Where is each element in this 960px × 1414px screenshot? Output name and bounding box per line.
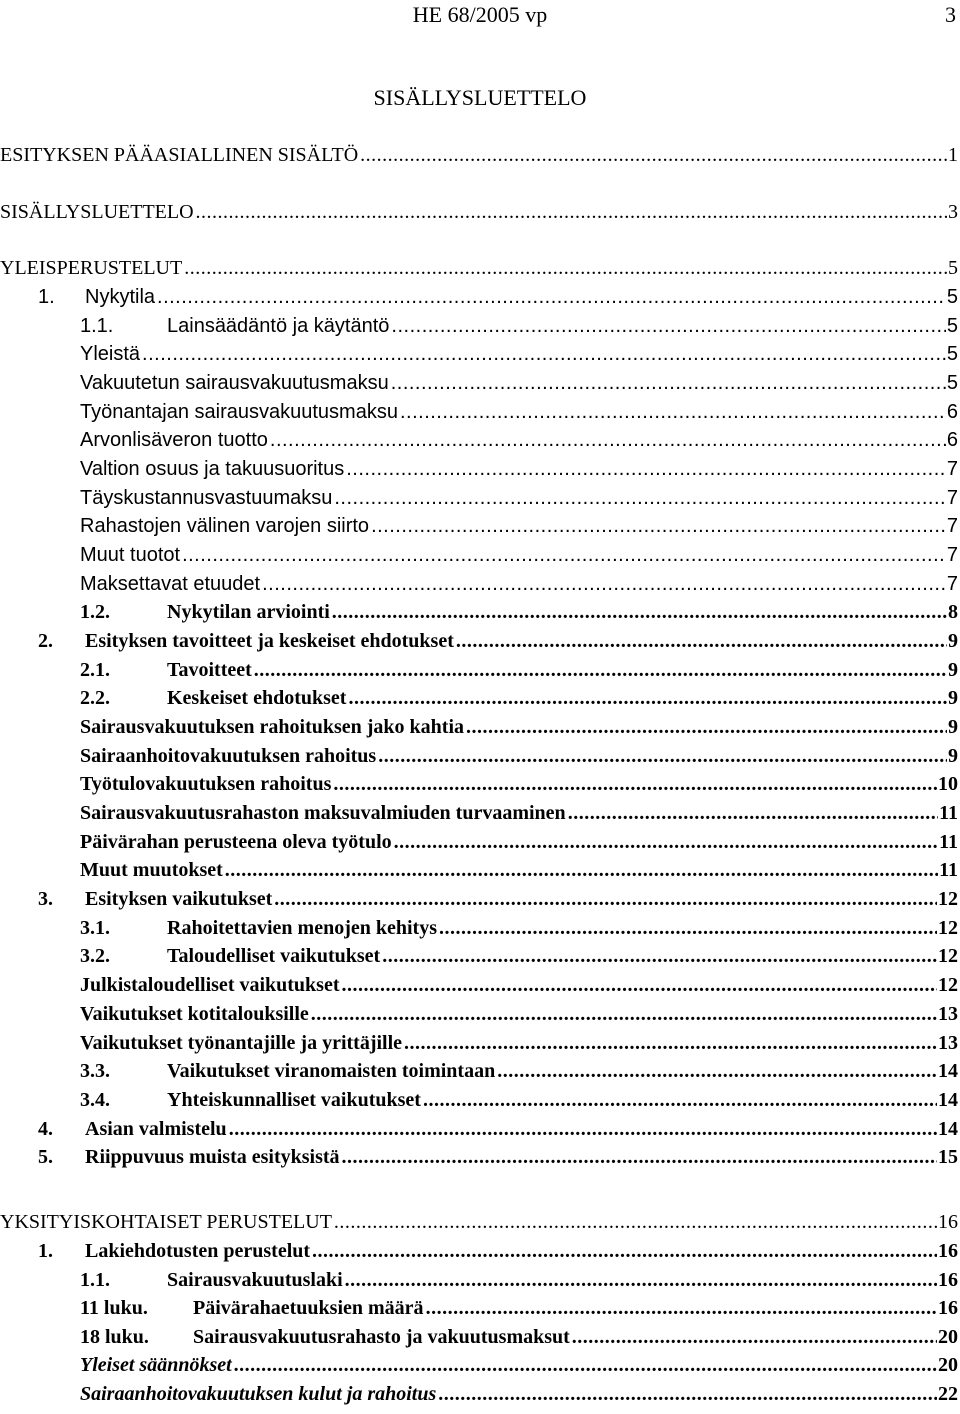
toc-entry-number: 1.1. <box>80 1269 110 1291</box>
toc-entry-page: 12 <box>937 942 958 970</box>
dot-leader <box>262 570 946 598</box>
toc-entry-number: 11 luku. <box>80 1297 148 1319</box>
toc-entry-page: 22 <box>937 1380 958 1408</box>
toc-entry-page: 9 <box>947 713 958 741</box>
toc-entry-link[interactable] <box>80 1000 958 1028</box>
toc-entry-link[interactable] <box>85 1143 958 1171</box>
toc-entry <box>0 312 958 340</box>
toc-entry-page: 14 <box>937 1086 958 1114</box>
toc-entry-title: SISÄLLYSLUETTELO <box>0 198 196 226</box>
toc-entry-title: Sairaanhoitovakuutuksen kulut ja rahoitus <box>80 1380 438 1408</box>
toc-entry-title: Asian valmistelu <box>85 1115 229 1143</box>
dot-leader <box>391 369 946 397</box>
toc-entry-number: 3.3. <box>80 1060 110 1082</box>
toc-entry-link[interactable] <box>80 426 958 454</box>
toc-entry-page: 5 <box>947 254 958 282</box>
toc-entry-page: 10 <box>937 770 958 798</box>
toc-entry-link[interactable] <box>167 312 958 340</box>
toc-entry-link[interactable] <box>0 1208 958 1236</box>
toc-entry-page: 14 <box>937 1115 958 1143</box>
toc-entry <box>0 283 958 311</box>
toc-entry-title: Sairausvakuutusrahasto ja vakuutusmaksut <box>193 1323 572 1351</box>
dot-leader <box>426 1294 937 1322</box>
toc-entry-title: Rahastojen välinen varojen siirto <box>80 512 371 540</box>
toc-entry-link[interactable] <box>80 971 958 999</box>
toc-entry-number: 2. <box>38 630 53 652</box>
dot-leader <box>346 455 946 483</box>
toc-entry-page: 12 <box>937 885 958 913</box>
dot-leader <box>382 942 937 970</box>
toc-entry-number: 1.2. <box>80 601 110 623</box>
toc-title: SISÄLLYSLUETTELO <box>373 85 587 110</box>
toc-entry-link[interactable] <box>80 856 958 884</box>
dot-leader <box>345 1266 937 1294</box>
toc-entry-page: 20 <box>937 1323 958 1351</box>
toc-entry-title: Esityksen vaikutukset <box>85 885 274 913</box>
toc-entry-title: YLEISPERUSTELUT <box>0 254 184 282</box>
toc-entry <box>0 398 958 426</box>
toc-entry <box>0 1000 958 1028</box>
toc-entry-page: 7 <box>946 512 958 540</box>
toc-entry-page: 9 <box>947 684 958 712</box>
toc-entry-page: 8 <box>947 598 958 626</box>
toc-entry-link[interactable] <box>80 484 958 512</box>
toc-entry-link[interactable] <box>85 1237 958 1265</box>
toc-entry-page: 15 <box>937 1143 958 1171</box>
toc-entry <box>0 1208 958 1236</box>
toc-entry-page: 13 <box>937 1000 958 1028</box>
toc-entry-page: 11 <box>938 799 958 827</box>
toc-entry-page: 6 <box>946 426 958 454</box>
dot-leader <box>229 1115 937 1143</box>
dot-leader <box>568 799 938 827</box>
toc-entry-link[interactable] <box>0 198 958 226</box>
toc-entry-link[interactable] <box>80 1029 958 1057</box>
toc-entry <box>0 541 958 569</box>
toc-entry-number: 1.1. <box>80 315 114 337</box>
toc-entry-page: 1 <box>947 141 958 169</box>
dot-leader <box>254 656 947 684</box>
dot-leader <box>423 1086 937 1114</box>
document-id: HE 68/2005 vp <box>412 2 548 27</box>
toc-entry-number: 3.1. <box>80 917 110 939</box>
toc-entry-page: 5 <box>946 312 958 340</box>
toc-entry-page: 6 <box>946 398 958 426</box>
toc-entry-number: 3.2. <box>80 945 110 967</box>
toc-entry <box>0 369 958 397</box>
toc-entry-title: Maksettavat etuudet <box>80 570 262 598</box>
toc-entry-title: Muut muutokset <box>80 856 225 884</box>
toc-entry-link[interactable] <box>80 512 958 540</box>
toc-entry-page: 16 <box>937 1237 958 1265</box>
toc-entry-number: 1. <box>38 1240 53 1262</box>
toc-entry-title: Esityksen tavoitteet ja keskeiset ehdotukset <box>85 627 456 655</box>
toc-entry-title: Taloudelliset vaikutukset <box>167 942 382 970</box>
toc-entry <box>0 1294 958 1322</box>
toc-entry-title: Yleiset säännökset <box>80 1351 234 1379</box>
toc-entry-link[interactable] <box>0 141 958 169</box>
toc-entry-title: Lakiehdotusten perustelut <box>85 1237 312 1265</box>
toc-entry-link[interactable] <box>80 742 958 770</box>
toc-entry-title: Muut tuotot <box>80 541 182 569</box>
toc-entry-number: 2.1. <box>80 659 110 681</box>
toc-entry-link[interactable] <box>167 684 958 712</box>
toc-entry <box>0 598 958 626</box>
toc-entry <box>0 914 958 942</box>
toc-entry-page: 12 <box>937 971 958 999</box>
toc-entry <box>0 828 958 856</box>
toc-entry-link[interactable] <box>193 1323 958 1351</box>
dot-leader <box>391 312 945 340</box>
toc-entry-title: Nykytila <box>85 283 157 311</box>
toc-entry-number: 5. <box>38 1146 53 1168</box>
dot-leader <box>270 426 946 454</box>
dot-leader <box>182 541 946 569</box>
toc-entry-link[interactable] <box>167 656 958 684</box>
toc-entry-link[interactable] <box>80 455 958 483</box>
toc-entry <box>0 770 958 798</box>
toc-entry <box>0 713 958 741</box>
toc-entry-page: 5 <box>946 369 958 397</box>
dot-leader <box>404 1029 937 1057</box>
toc-entry-page: 14 <box>937 1057 958 1085</box>
toc-entry-link[interactable] <box>0 254 958 282</box>
toc-entry-page: 16 <box>937 1266 958 1294</box>
dot-leader <box>400 398 946 426</box>
toc-entry <box>0 1237 958 1265</box>
toc-entry <box>0 570 958 598</box>
dot-leader <box>394 828 938 856</box>
toc-entry <box>0 1143 958 1171</box>
toc-entry <box>0 799 958 827</box>
toc-entry-number: 3. <box>38 888 53 910</box>
toc-entry <box>0 141 958 169</box>
dot-leader <box>456 627 947 655</box>
toc-entry-page: 5 <box>946 340 958 368</box>
toc-entry-page: 16 <box>937 1208 958 1236</box>
toc-entry-title: Sairausvakuutuksen rahoituksen jako kahtia <box>80 713 466 741</box>
toc-entry-title: Julkistaloudelliset vaikutukset <box>80 971 342 999</box>
toc-entry <box>0 484 958 512</box>
dot-leader <box>342 971 937 999</box>
toc-entry-link[interactable] <box>80 713 958 741</box>
toc-entry <box>0 942 958 970</box>
toc-entry-title: Tavoitteet <box>167 656 254 684</box>
toc-entry <box>0 856 958 884</box>
toc-entry-page: 11 <box>938 856 958 884</box>
toc-entry-title: Vakuutetun sairausvakuutusmaksu <box>80 369 391 397</box>
toc-entry-link[interactable] <box>80 770 958 798</box>
toc-entry <box>0 426 958 454</box>
toc-entry <box>0 1115 958 1143</box>
toc-entry-page: 16 <box>937 1294 958 1322</box>
dot-leader <box>466 713 947 741</box>
toc-entry-link[interactable] <box>167 942 958 970</box>
toc-entry-link[interactable] <box>80 570 958 598</box>
dot-leader <box>196 198 947 226</box>
dot-leader <box>225 856 938 884</box>
page-header <box>0 0 960 30</box>
dot-leader <box>371 512 946 540</box>
toc-entry-title: Täyskustannusvastuumaksu <box>80 484 334 512</box>
toc-entry-link[interactable] <box>80 340 958 368</box>
toc-entry-page: 12 <box>937 914 958 942</box>
toc-entry-title: YKSITYISKOHTAISET PERUSTELUT <box>0 1208 334 1236</box>
toc-entry-number: 3.4. <box>80 1089 110 1111</box>
toc-entry <box>0 1380 958 1408</box>
toc-entry-title: Valtion osuus ja takuusuoritus <box>80 455 346 483</box>
dot-leader <box>142 340 946 368</box>
toc-entry-link[interactable] <box>80 1380 958 1408</box>
toc-entry <box>0 885 958 913</box>
toc-entry-page: 7 <box>946 570 958 598</box>
toc-entry-title: Lainsäädäntö ja käytäntö <box>167 312 391 340</box>
toc-entry <box>0 1351 958 1379</box>
dot-leader <box>334 484 946 512</box>
toc-entry-title: Rahoitettavien menojen kehitys <box>167 914 439 942</box>
toc-entry-page: 3 <box>947 198 958 226</box>
toc-entry-page: 7 <box>946 541 958 569</box>
toc-entry-link[interactable] <box>80 799 958 827</box>
toc-entry <box>0 971 958 999</box>
toc-entry-title: Nykytilan arviointi <box>167 598 332 626</box>
dot-leader <box>439 914 937 942</box>
dot-leader <box>360 141 947 169</box>
dot-leader <box>348 684 947 712</box>
toc-entry-number: 1. <box>38 286 55 308</box>
toc-entry-page: 20 <box>937 1351 958 1379</box>
toc-entry-title: Yleistä <box>80 340 142 368</box>
toc-entry-title: Yhteiskunnalliset vaikutukset <box>167 1086 423 1114</box>
toc-entry-number: 4. <box>38 1118 53 1140</box>
toc-entry-title: Vaikutukset kotitalouksille <box>80 1000 311 1028</box>
toc-entry-link[interactable] <box>167 598 958 626</box>
toc-entry <box>0 1086 958 1114</box>
toc-entry <box>0 254 958 282</box>
toc-entry-link[interactable] <box>85 1115 958 1143</box>
toc-entry-link[interactable] <box>85 885 958 913</box>
toc-entry-title: Työnantajan sairausvakuutusmaksu <box>80 398 400 426</box>
toc-entry-page: 9 <box>947 742 958 770</box>
toc-entry-page: 7 <box>946 455 958 483</box>
toc-entry <box>0 455 958 483</box>
toc-entry-link[interactable] <box>167 914 958 942</box>
toc-entry-page: 11 <box>938 828 958 856</box>
toc-entry <box>0 1266 958 1294</box>
toc-entry <box>0 627 958 655</box>
toc-entry-link[interactable] <box>80 1351 958 1379</box>
toc-entry-title: Päivärahan perusteena oleva työtulo <box>80 828 394 856</box>
page-number: 3 <box>945 2 956 27</box>
toc-entry-title: Päivärahaetuuksien määrä <box>193 1294 426 1322</box>
toc-entry <box>0 1057 958 1085</box>
toc-entry-number: 18 luku. <box>80 1326 149 1348</box>
dot-leader <box>312 1237 937 1265</box>
dot-leader <box>342 1143 937 1171</box>
toc-entry-title: ESITYKSEN PÄÄASIALLINEN SISÄLTÖ <box>0 141 360 169</box>
toc-entry-title: Arvonlisäveron tuotto <box>80 426 270 454</box>
toc-entry-link[interactable] <box>85 283 958 311</box>
toc-entry-title: Riippuvuus muista esityksistä <box>85 1143 342 1171</box>
dot-leader <box>184 254 947 282</box>
toc-entry-link[interactable] <box>85 627 958 655</box>
toc-entry-title: Sairausvakuutuslaki <box>167 1266 345 1294</box>
dot-leader <box>378 742 947 770</box>
toc-entry <box>0 742 958 770</box>
toc-entry-number: 2.2. <box>80 687 110 709</box>
toc-entry-page: 13 <box>937 1029 958 1057</box>
toc-entry-link[interactable] <box>80 398 958 426</box>
toc-entry-link[interactable] <box>80 369 958 397</box>
toc-entry-title: Sairausvakuutusrahaston maksuvalmiuden turvaaminen <box>80 799 568 827</box>
dot-leader <box>157 283 946 311</box>
toc-entry-link[interactable] <box>193 1294 958 1322</box>
toc-entry-title: Vaikutukset viranomaisten toimintaan <box>167 1057 497 1085</box>
dot-leader <box>332 598 947 626</box>
toc-entry-page: 9 <box>947 656 958 684</box>
toc-entry-page: 9 <box>947 627 958 655</box>
dot-leader <box>234 1351 937 1379</box>
toc-entry-link[interactable] <box>167 1086 958 1114</box>
toc-entry-link[interactable] <box>80 828 958 856</box>
dot-leader <box>333 770 937 798</box>
dot-leader <box>438 1380 937 1408</box>
toc-entry-link[interactable] <box>80 541 958 569</box>
toc-entry-page: 7 <box>946 484 958 512</box>
dot-leader <box>334 1208 937 1236</box>
toc-entry-title: Työtulovakuutuksen rahoitus <box>80 770 333 798</box>
toc-entry <box>0 512 958 540</box>
toc-entry-title: Sairaanhoitovakuutuksen rahoitus <box>80 742 378 770</box>
dot-leader <box>274 885 937 913</box>
toc-entry-title: Vaikutukset työnantajille ja yrittäjille <box>80 1029 404 1057</box>
toc-entry <box>0 1029 958 1057</box>
toc-entry-title: Keskeiset ehdotukset <box>167 684 348 712</box>
toc-entry <box>0 198 958 226</box>
dot-leader <box>572 1323 937 1351</box>
toc-entry <box>0 684 958 712</box>
toc-entry <box>0 1323 958 1351</box>
toc-entry <box>0 340 958 368</box>
dot-leader <box>311 1000 937 1028</box>
toc-entry-page: 5 <box>946 283 958 311</box>
toc-entry-link[interactable] <box>167 1057 958 1085</box>
toc-entry <box>0 656 958 684</box>
toc-entry-link[interactable] <box>167 1266 958 1294</box>
dot-leader <box>497 1057 937 1085</box>
